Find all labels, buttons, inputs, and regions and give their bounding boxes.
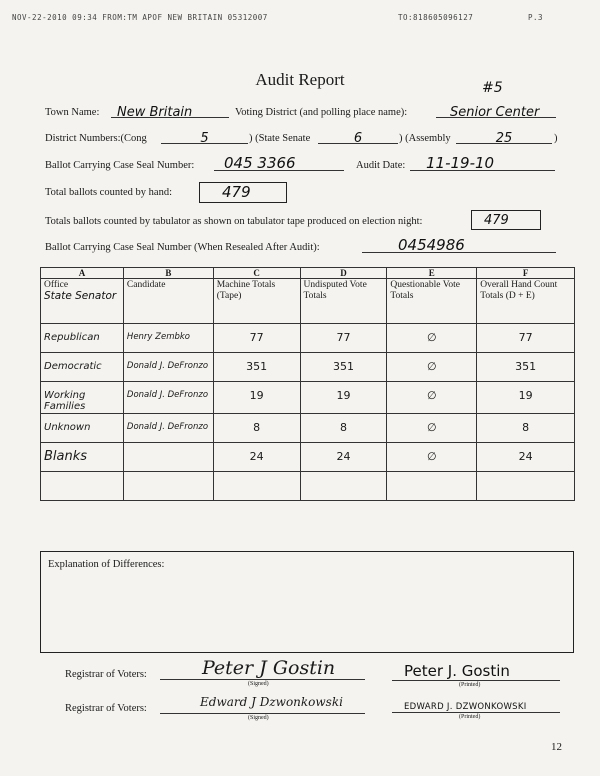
tabulator-value: 479 (484, 213, 509, 228)
row-undisputed (300, 382, 387, 414)
table-row (41, 382, 575, 414)
row-office-value: Working Families (44, 390, 86, 412)
row-questionable-value (390, 473, 473, 479)
senate-field (318, 129, 398, 144)
row-candidate-value: Donald J. DeFronzo (126, 390, 209, 400)
row-machine-total-value: 77 (249, 331, 264, 344)
row-questionable-value: ∅ (427, 421, 437, 434)
row-undisputed (300, 414, 387, 443)
row-overall (477, 443, 575, 472)
header-office (41, 279, 124, 324)
row-office-value: Democratic (44, 361, 102, 372)
registrar-2-printed-name: EDWARD J. DZWONKOWSKI (404, 702, 527, 712)
voting-district-label: Voting District (and polling place name): (235, 107, 408, 118)
town-label: Town Name: (45, 107, 100, 118)
tabulator-label: Totals ballots counted by tabulator as shown on tabulator tape produced on election night: (45, 216, 423, 227)
row-overall (477, 353, 575, 382)
row-candidate-value: Henry Zembko (126, 332, 191, 342)
row-candidate-value: Donald J. DeFronzo (126, 422, 209, 432)
row-candidate-value: Donald J. DeFronzo (126, 361, 209, 371)
voting-district-value: Senior Center (450, 105, 540, 120)
row-machine-total (213, 353, 300, 382)
fax-header-page: P.3 (528, 13, 544, 22)
registrar-2-signature-line (160, 693, 365, 714)
row-candidate (123, 472, 213, 501)
row-questionable (387, 382, 477, 414)
row-candidate-value (127, 444, 210, 451)
reseal-value: 0454986 (398, 236, 465, 254)
header-undisputed: Undisputed Vote Totals (300, 279, 387, 324)
registrar-2-signature: Edward J Dzwonkowski (200, 695, 343, 709)
tabulator-box (471, 210, 541, 230)
form-number: #5 (482, 80, 503, 96)
row-machine-total (213, 324, 300, 353)
header-row (41, 279, 575, 324)
row-questionable-value: ∅ (427, 389, 437, 402)
header-machine-totals: Machine Totals (Tape) (213, 279, 300, 324)
registrar-2-signed-caption: (Signed) (248, 715, 269, 721)
row-machine-total (213, 443, 300, 472)
row-machine-total-value: 24 (249, 450, 264, 463)
assembly-label: ) (Assembly (399, 133, 451, 144)
row-machine-total-value: 351 (246, 360, 268, 373)
cong-field (161, 129, 248, 144)
row-candidate (123, 414, 213, 443)
cong-value: 5 (200, 131, 209, 146)
registrar-1-printed-caption: (Printed) (459, 682, 481, 688)
row-office (41, 382, 124, 414)
row-overall-value: 24 (518, 450, 533, 463)
state-senate-label: ) (State Senate (249, 133, 311, 144)
row-machine-total-value: 19 (249, 389, 264, 402)
registrar-1-signed-caption: (Signed) (248, 681, 269, 687)
column-letter: B (123, 268, 213, 279)
reseal-field (362, 236, 556, 253)
row-undisputed-value: 19 (336, 389, 351, 402)
table-row (41, 443, 575, 472)
office-value: State Senator (44, 290, 117, 302)
row-candidate-value (127, 473, 210, 480)
reseal-label: Ballot Carrying Case Seal Number (When Resealed After Audit): (45, 242, 320, 253)
registrar-1-signature: Peter J Gostin (202, 657, 336, 679)
header-candidate: Candidate (123, 279, 213, 324)
column-letters-row (41, 268, 575, 279)
row-questionable (387, 443, 477, 472)
row-office (41, 443, 124, 472)
row-undisputed-value: 77 (336, 331, 351, 344)
row-undisputed (300, 472, 387, 501)
assembly-close: ) (554, 133, 558, 144)
table-row (41, 472, 575, 501)
row-undisputed-value: 8 (339, 421, 347, 434)
row-undisputed (300, 353, 387, 382)
row-office-value: Blanks (44, 449, 88, 464)
row-machine-total-value: 8 (253, 421, 261, 434)
row-questionable-value: ∅ (427, 360, 437, 373)
row-overall (477, 382, 575, 414)
registrar-1-printed-name: Peter J. Gostin (404, 662, 510, 680)
row-machine-total (213, 382, 300, 414)
town-field (111, 103, 229, 118)
row-overall (477, 472, 575, 501)
registrar-1-printed-line (392, 662, 560, 681)
row-overall-value: 77 (518, 331, 533, 344)
row-questionable (387, 414, 477, 443)
voting-district-field (436, 103, 556, 118)
row-office (41, 414, 124, 443)
registrar-2-printed-line (392, 696, 560, 713)
column-letter: E (387, 268, 477, 279)
audit-date-field (410, 154, 555, 171)
registrar-2-label: Registrar of Voters: (65, 703, 147, 714)
row-overall-value: 19 (518, 389, 533, 402)
hand-count-box (199, 182, 287, 203)
row-office-value: Unknown (44, 422, 91, 433)
row-machine-total (213, 472, 300, 501)
header-office-label: Office (44, 280, 69, 290)
header-questionable: Questionable Vote Totals (387, 279, 477, 324)
row-candidate (123, 353, 213, 382)
explanation-box (40, 551, 574, 653)
registrar-1-label: Registrar of Voters: (65, 669, 147, 680)
row-candidate (123, 382, 213, 414)
row-office (41, 324, 124, 353)
row-questionable (387, 472, 477, 501)
row-questionable-value: ∅ (427, 331, 437, 344)
column-letter: F (477, 268, 575, 279)
row-questionable (387, 353, 477, 382)
row-office (41, 472, 124, 501)
row-overall (477, 324, 575, 353)
row-machine-total (213, 414, 300, 443)
seal-value: 045 3366 (224, 154, 296, 172)
row-overall-value (480, 473, 571, 479)
row-undisputed-value: 24 (336, 450, 351, 463)
senate-value: 6 (353, 131, 363, 146)
row-machine-total-value (217, 473, 297, 479)
table-row (41, 324, 575, 353)
page-title: Audit Report (255, 70, 345, 89)
fax-header-to: TO:818605096127 (398, 13, 474, 22)
registrar-2-printed-caption: (Printed) (459, 714, 481, 720)
audit-date-value: 11-19-10 (426, 154, 495, 172)
row-overall-value: 8 (522, 421, 530, 434)
row-overall (477, 414, 575, 443)
row-office (41, 353, 124, 382)
registrar-1-signature-line (160, 657, 365, 680)
row-questionable-value: ∅ (427, 450, 437, 463)
seal-field (214, 154, 344, 171)
audit-date-label: Audit Date: (356, 160, 406, 171)
row-undisputed (300, 443, 387, 472)
column-letter: C (213, 268, 300, 279)
row-undisputed-value: 351 (332, 360, 354, 373)
row-candidate (123, 324, 213, 353)
town-value: New Britain (117, 105, 193, 120)
table-row (41, 414, 575, 443)
row-office-value (44, 473, 120, 480)
column-letter: D (300, 268, 387, 279)
row-candidate (123, 443, 213, 472)
district-numbers-label: District Numbers:(Cong (45, 133, 147, 144)
row-questionable (387, 324, 477, 353)
header-overall: Overall Hand Count Totals (D + E) (477, 279, 575, 324)
column-letter: A (41, 268, 124, 279)
hand-count-label: Total ballots counted by hand: (45, 187, 172, 198)
row-office-value: Republican (44, 332, 100, 343)
assembly-field (456, 129, 552, 144)
row-undisputed (300, 324, 387, 353)
table-row (41, 353, 575, 382)
hand-count-value: 479 (222, 183, 251, 201)
results-table (40, 267, 575, 501)
fax-header-left: NOV-22-2010 09:34 FROM:TM APOF NEW BRITAIN 05312007 (12, 13, 268, 22)
row-overall-value: 351 (515, 360, 537, 373)
row-undisputed-value (304, 473, 384, 479)
explanation-label: Explanation of Differences: (48, 559, 165, 570)
assembly-value: 25 (495, 131, 513, 146)
seal-label: Ballot Carrying Case Seal Number: (45, 160, 195, 171)
page-number: 12 (551, 741, 562, 753)
